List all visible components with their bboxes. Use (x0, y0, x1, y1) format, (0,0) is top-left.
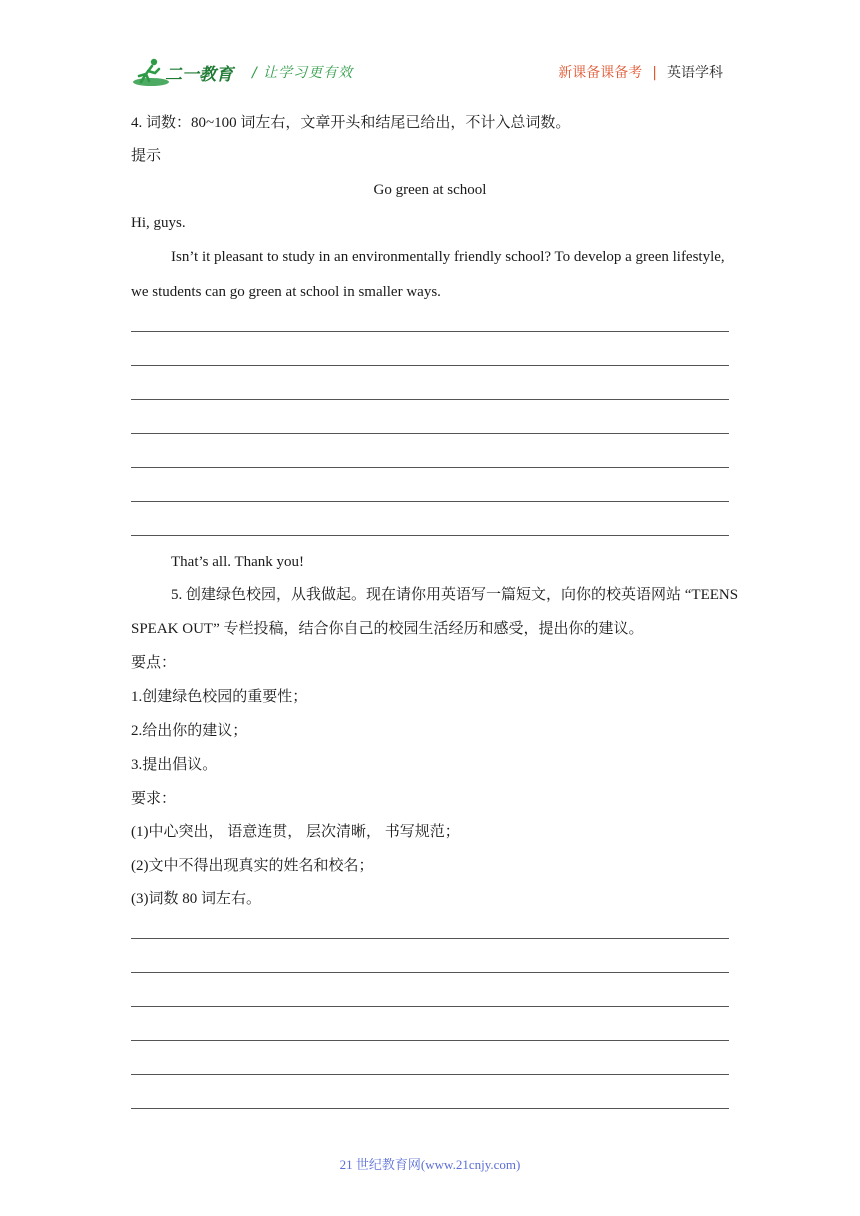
answer-line[interactable] (131, 331, 729, 332)
slogan: / 让学习更有效 (252, 65, 354, 81)
answer-line[interactable] (131, 399, 729, 400)
closing-line: That’s all. Thank you! (171, 554, 305, 570)
point-3: 3.提出倡议。 (131, 757, 218, 773)
answer-line[interactable] (131, 365, 729, 366)
requirement-1: (1)中心突出， 语意连贯， 层次清晰， 书写规范； (131, 824, 460, 840)
point-1: 1.创建绿色校园的重要性； (131, 689, 308, 705)
greeting: Hi, guys. (131, 215, 186, 231)
hint-label: 提示 (131, 148, 162, 164)
opening-line-2: we students can go green at school in smaller ways. (131, 284, 441, 300)
q5-line-2: SPEAK OUT” 专栏投稿，结合你自己的校园生活经历和感受，提出你的建议。 (131, 621, 644, 637)
answer-line[interactable] (131, 501, 729, 502)
answer-line[interactable] (131, 433, 729, 434)
answer-line[interactable] (131, 1040, 729, 1041)
footer-source: 21 世纪教育网(www.21cnjy.com) (339, 1157, 521, 1172)
page-header (0, 0, 860, 100)
requirement-2: (2)文中不得出现真实的姓名和校名； (131, 858, 374, 874)
q4-requirement: 4. 词数：80~100 词左右，文章开头和结尾已给出，不计入总词数。 (131, 115, 571, 131)
opening-line-1: Isn’t it pleasant to study in an environmentally friendly school? To develop a green lifestyle, (171, 249, 725, 265)
point-2: 2.给出你的建议； (131, 723, 248, 739)
requirement-3: (3)词数 80 词左右。 (131, 891, 261, 907)
answer-line[interactable] (131, 1006, 729, 1007)
q5-line-1: 5. 创建绿色校园，从我做起。现在请你用英语写一篇短文，向你的校英语网站 “TEENS (171, 587, 739, 603)
answer-line[interactable] (131, 1108, 729, 1109)
points-label: 要点： (131, 655, 177, 671)
requirements-label: 要求： (131, 791, 177, 807)
subject-label: 英语学科 (667, 65, 723, 81)
essay-title: Go green at school (373, 182, 487, 198)
answer-line[interactable] (131, 467, 729, 468)
course-label: 新课备课备考 (558, 65, 643, 81)
runner-logo-icon (131, 56, 241, 90)
answer-line[interactable] (131, 972, 729, 973)
answer-line[interactable] (131, 535, 729, 536)
header-right (558, 62, 723, 82)
header-separator: | (652, 65, 657, 81)
logo-text: 二一教育 (165, 65, 233, 85)
answer-line[interactable] (131, 1074, 729, 1075)
answer-line[interactable] (131, 938, 729, 939)
